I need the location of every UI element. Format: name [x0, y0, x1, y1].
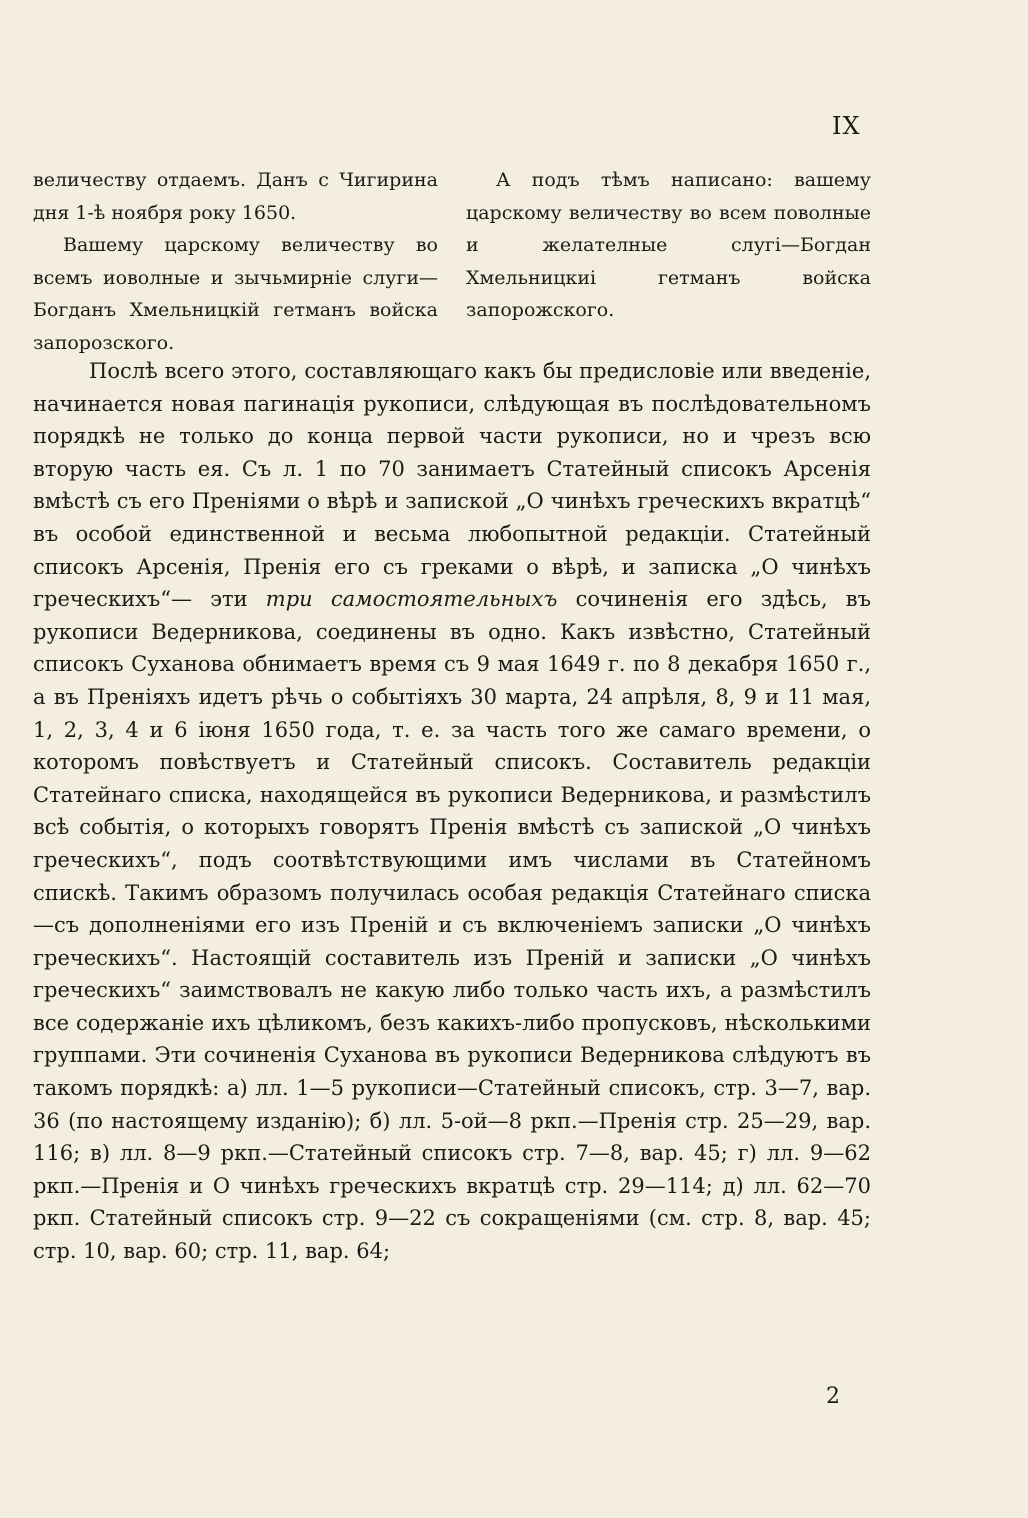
main-text-part-1: Послѣ всего этого, составляющаго какъ бы предисловіе или введеніе, начинается новая пагинація рукописи, слѣдующая въ послѣдовательномъ порядкѣ не только до конца первой части рукописи, но и чрезъ всю вторую часть ея. Съ л. 1 по 70 занимаетъ Статейный списокъ Арсенія вмѣстѣ съ его Преніями о вѣрѣ и запиской „О чинѣхъ греческихъ вкратцѣ“ въ особой единственной и весьма любопытной редакціи. Статейный списокъ Арсенія, Пренія его съ греками о вѣрѣ, и записка „О чинѣхъ греческихъ“— эти — [33, 359, 871, 612]
two-column-letter — [33, 164, 871, 359]
right-paragraph-1: А подъ тѣмъ написано: вашему царскому величеству во всем поволные и желателные слугі—Богдан Хмельницкиі гетманъ войска запорожского. — [466, 169, 871, 321]
signature-mark: 2 — [826, 1384, 840, 1409]
left-paragraph-1: величеству отдаемъ. Данъ с Чигирина дня 1-ѣ ноября року 1650. — [33, 169, 438, 224]
italic-phrase: три самостоятельныхъ — [265, 587, 558, 612]
page-number: IX — [832, 112, 861, 140]
left-paragraph-2: Вашему царскому величеству во всемъ иоволные и зычьмирніе слуги—Богданъ Хмельницкій гетманъ войска запорозского. — [33, 234, 438, 354]
main-paragraph — [33, 355, 871, 1268]
main-text-part-2: сочиненія его здѣсь, въ рукописи Ведерникова, соединены въ одно. Какъ извѣстно, Статейный списокъ Суханова обнимаетъ время съ 9 мая 1649 г. по 8 декабря 1650 г., а въ Преніяхъ идетъ рѣчь о событіяхъ 30 марта, 24 апрѣля, 8, 9 и 11 мая, 1, 2, 3, 4 и 6 іюня 1650 года, т. е. за часть того же самаго времени, о которомъ повѣствуетъ и Статейный списокъ. Составитель редакціи Статейнаго списка, находящейся въ рукописи Ведерникова, и размѣстилъ всѣ событія, о которыхъ говорятъ Пренія вмѣстѣ съ запиской „О чинѣхъ греческихъ“, подъ соотвѣтствующими имъ числами въ Статейномъ спискѣ. Такимъ образомъ получилась особая редакція Статейнаго списка—съ дополненіями его изъ Преній и съ включеніемъ записки „О чинѣхъ греческихъ“. Настоящій составитель изъ Преній и записки „О чинѣхъ греческихъ“ заимствовалъ не какую либо только часть ихъ, а размѣстилъ все содержаніе ихъ цѣликомъ, безъ какихъ-либо пропусковъ, нѣсколькими группами. Эти сочиненія Суханова въ рукописи Ведерникова слѣдуютъ въ такомъ порядкѣ: а) лл. 1—5 рукописи—Статейный списокъ, стр. 3—7, вар. 36 (по настоящему изданію); б) лл. 5-ой—8 ркп.—Пренія стр. 25—29, вар. 116; в) лл. 8—9 ркп.—Статейный списокъ стр. 7—8, вар. 45; г) лл. 9—62 ркп.—Пренія и О чинѣхъ греческихъ вкратцѣ стр. 29—114; д) лл. 62—70 ркп. Статейный списокъ стр. 9—22 съ сокращеніями (см. стр. 8, вар. 45; стр. 10, вар. 60; стр. 11, вар. 64; — [33, 587, 871, 1264]
right-column — [466, 164, 871, 359]
left-column — [33, 164, 438, 359]
